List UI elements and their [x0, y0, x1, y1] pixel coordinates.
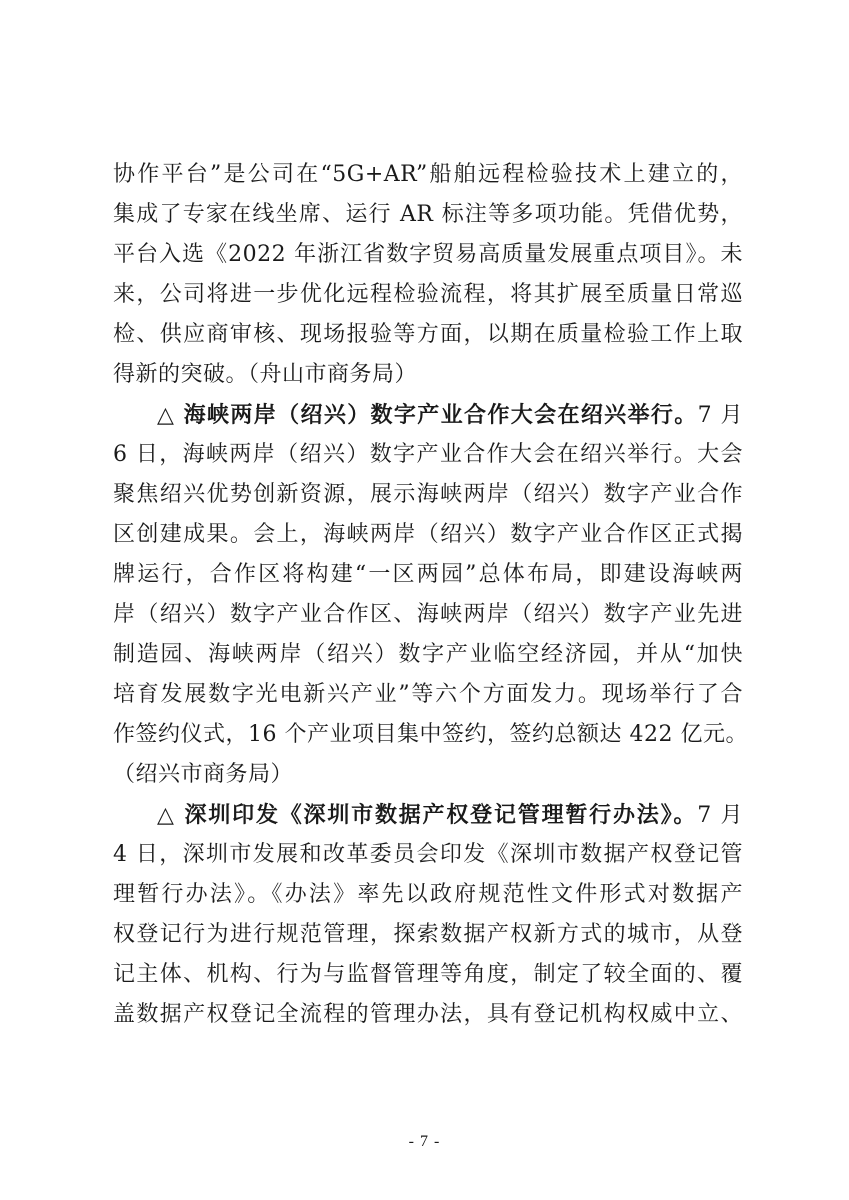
paragraph-line: 6 日，海峡两岸（绍兴）数字产业合作大会在绍兴举行。大会 [113, 442, 743, 467]
paragraph-line: 区创建成果。会上，海峡两岸（绍兴）数字产业合作区正式揭 [113, 522, 743, 547]
paragraph-line: 岸（绍兴）数字产业合作区、海峡两岸（绍兴）数字产业先进 [113, 602, 743, 627]
news-item-heading-line [157, 397, 743, 433]
paragraph-line: 牌运行，合作区将构建“一区两园”总体布局，即建设海峡两 [113, 562, 743, 587]
news-item-heading: 海峡两岸（绍兴）数字产业合作大会在绍兴举行。 [183, 402, 698, 428]
page-number: - 7 - [408, 1133, 441, 1150]
paragraph-line: 得新的突破。（舟山市商务局） [113, 362, 418, 387]
paragraph-line: 制造园、海峡两岸（绍兴）数字产业临空经济园，并从“加快 [113, 642, 743, 667]
paragraph-line: 记主体、机构、行为与监督管理等角度，制定了较全面的、覆 [113, 962, 743, 987]
triangle-bullet-icon: △ [157, 802, 176, 828]
paragraph-line: 盖数据产权登记全流程的管理办法，具有登记机构权威中立、 [113, 1002, 743, 1027]
triangle-bullet-icon: △ [157, 402, 176, 428]
paragraph-line: 来，公司将进一步优化远程检验流程，将其扩展至质量日常巡 [113, 282, 743, 307]
paragraph-line: 协作平台”是公司在“5G+AR”船舶远程检验技术上建立的， [113, 162, 743, 187]
paragraph-line: 培育发展数字光电新兴产业”等六个方面发力。现场举行了合 [113, 682, 743, 707]
news-item-heading: 深圳印发《深圳市数据产权登记管理暂行办法》。 [184, 802, 698, 828]
paragraph-line: （绍兴市商务局） [113, 762, 294, 787]
paragraph-line: 4 日，深圳市发展和改革委员会印发《深圳市数据产权登记管 [113, 842, 743, 867]
paragraph-line: 权登记行为进行规范管理，探索数据产权新方式的城市，从登 [113, 922, 743, 947]
paragraph-line: 检、供应商审核、现场报验等方面，以期在质量检验工作上取 [113, 322, 743, 347]
news-item-lead: 7 月 [697, 403, 743, 428]
news-item-lead: 7 月 [697, 803, 743, 828]
paragraph-line: 作签约仪式，16 个产业项目集中签约，签约总额达 422 亿元。 [113, 722, 748, 747]
paragraph-line: 集成了专家在线坐席、运行 AR 标注等多项功能。凭借优势， [113, 202, 743, 227]
paragraph-line: 平台入选《2022 年浙江省数字贸易高质量发展重点项目》。未 [113, 242, 743, 267]
news-item-heading-line [157, 797, 743, 833]
paragraph-line: 聚焦绍兴优势创新资源，展示海峡两岸（绍兴）数字产业合作 [113, 482, 743, 507]
paragraph-line: 理暂行办法》。《办法》率先以政府规范性文件形式对数据产 [113, 882, 743, 907]
